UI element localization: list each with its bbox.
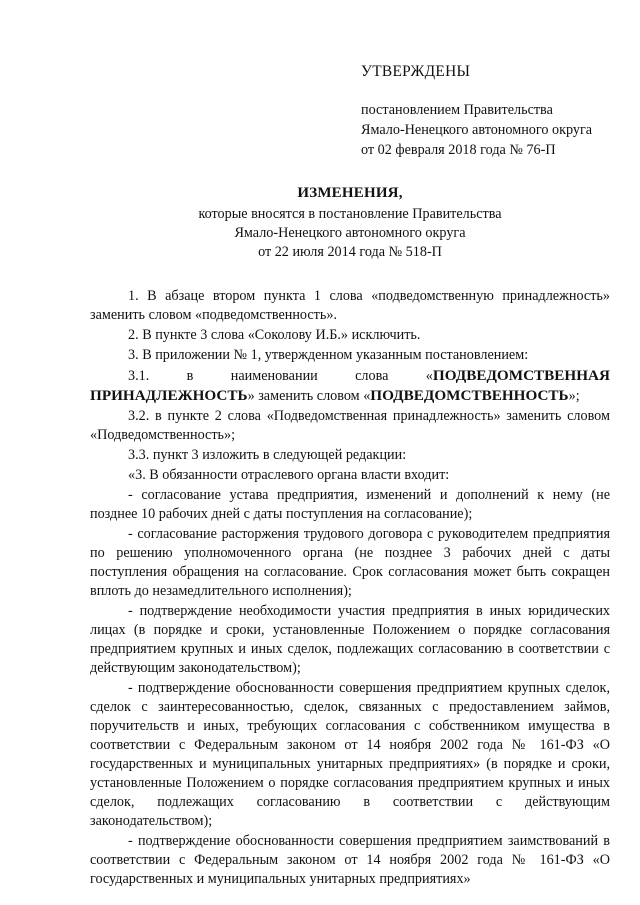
heading-subtitle-2: Ямало-Ненецкого автономного округа bbox=[234, 225, 466, 241]
document-heading bbox=[80, 184, 620, 262]
duty-item-4: - подтверждение обоснованности совершения предприятием крупных сделок, сделок с заинтересованностью, сделок, связанных с предоставлением займов, поручительств и иных, требующих согласования с собственником имущества в соответствии с Федеральным законом от 14 ноября 2002 года № 161-ФЗ «О государственных и муниципальных унитарных предприятиях» (в порядке и сроки, установленные Положением о порядке согласования предприятием крупных и иных сделок, подлежащих согласованию в соответствии с действующим законодательством); bbox=[90, 680, 610, 829]
duty-item-2: - согласование расторжения трудового договора с руководителем предприятия по решению уполномоченного органа (не позднее 3 рабочих дней с даты поступления обращения на согласование. Срок согласования может быть сокращен вплоть до незамедлительного исполнения); bbox=[90, 526, 610, 599]
item-3-2: 3.2. в пункте 2 слова «Подведомственная принадлежность» заменить словом «Подведомственность»; bbox=[90, 408, 610, 443]
approval-line-3: от 02 февраля 2018 года № 76-П bbox=[361, 142, 556, 158]
item-2: 2. В пункте 3 слова «Соколову И.Б.» исключить. bbox=[128, 327, 421, 343]
heading-subtitle-3: от 22 июля 2014 года № 518-П bbox=[258, 244, 442, 260]
item-3-1-mid: » заменить словом « bbox=[247, 388, 371, 404]
item-3: 3. В приложении № 1, утвержденном указанным постановлением: bbox=[128, 347, 529, 363]
duty-item-1: - согласование устава предприятия, изменений и дополнений к нему (не позднее 10 рабочих дней с даты поступления на согласование); bbox=[90, 487, 610, 522]
item-3-1-suffix: »; bbox=[568, 388, 580, 404]
item-3-1-prefix: 3.1. в наименовании слова « bbox=[128, 368, 433, 384]
item-3-3: 3.3. пункт 3 изложить в следующей редакции: bbox=[128, 447, 407, 463]
document-body bbox=[90, 287, 610, 890]
heading-subtitle-1: которые вносятся в постановление Правительства bbox=[198, 206, 502, 222]
item-3-1 bbox=[90, 366, 610, 406]
approval-block bbox=[361, 62, 621, 160]
item-1: 1. В абзаце втором пункта 1 слова «подведомственную принадлежность» заменить словом «подведомственность». bbox=[90, 288, 610, 323]
item-3-1-old-term: ПОДВЕДОМСТВЕННАЯ ПРИНАДЛЕЖНОСТЬ bbox=[90, 367, 610, 404]
quote-intro: «3. В обязанности отраслевого органа власти входит: bbox=[128, 467, 450, 483]
approval-line-1: постановлением Правительства bbox=[361, 102, 553, 118]
duty-item-3: - подтверждение необходимости участия предприятия в иных юридических лицах (в порядке и сроки, установленные Положением о порядке согласования предприятием крупных и иных сделок, подлежащих согласованию в соответствии с действующим законодательством); bbox=[90, 603, 610, 676]
item-3-1-new-term: ПОДВЕДОМСТВЕННОСТЬ bbox=[370, 387, 569, 404]
approval-line-2: Ямало-Ненецкого автономного округа bbox=[361, 122, 593, 138]
approval-stamp: УТВЕРЖДЕНЫ bbox=[361, 63, 471, 80]
duty-item-5: - подтверждение обоснованности совершения предприятием заимствований в соответствии с Федеральным законом от 14 ноября 2002 года № 161-ФЗ «О государственных и муниципальных унитарных предприятиях» bbox=[90, 833, 610, 887]
document-title: ИЗМЕНЕНИЯ, bbox=[297, 185, 403, 201]
